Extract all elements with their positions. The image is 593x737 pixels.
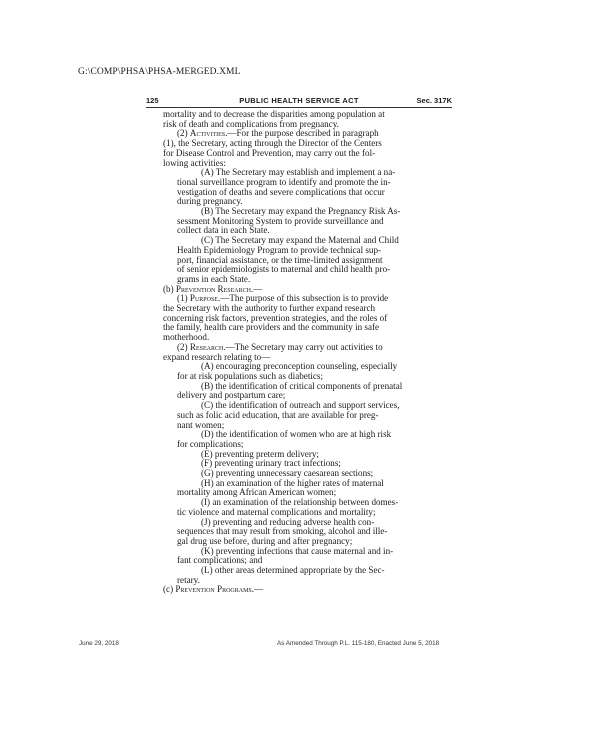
footer-amendment: As Amended Through P.L. 115-180, Enacted June 5, 2018 <box>277 640 440 647</box>
text-line: (2) Research.—The Secretary may carry out activities to <box>177 341 383 352</box>
text-line: (F) preventing urinary tract infections; <box>201 458 341 469</box>
text-line: (I) an examination of the relationship between domes- <box>201 497 399 508</box>
text-line: motherhood. <box>163 332 210 343</box>
text-line: (L) other areas determined appropriate by the Sec- <box>201 565 385 576</box>
text-line: vestigation of deaths and severe complications that occur <box>177 186 385 197</box>
text-line: delivery and postpartum care; <box>177 390 286 401</box>
footer-date: June 29, 2018 <box>79 640 119 647</box>
text-line: (J) preventing and reducing adverse health con- <box>201 516 375 527</box>
file-path: G:\COMP\PHSA\PHSA-MERGED.XML <box>78 67 241 77</box>
text-line: risk of death and complications from pregnancy. <box>163 118 339 129</box>
section-number: Sec. 317K <box>416 96 452 105</box>
statute-body <box>163 110 452 595</box>
text-line: sequences that may result from smoking, alcohol and ille- <box>177 526 388 537</box>
text-line: such as folic acid education, that are available for preg- <box>177 409 379 420</box>
text-line: Health Epidemiology Program to provide technical sup- <box>177 244 382 255</box>
text-line: (1), the Secretary, acting through the Director of the Centers <box>163 138 382 149</box>
text-line: tional surveillance program to identify and promote the in- <box>177 176 391 187</box>
text-line: lowing activities: <box>163 157 226 168</box>
text-line: tic violence and maternal complications and mortality; <box>177 506 376 517</box>
text-line: (A) The Secretary may establish and implement a na- <box>201 167 396 178</box>
text-line: (B) the identification of critical components of prenatal <box>201 380 403 391</box>
text-line: collect data in each State. <box>177 225 270 236</box>
text-line: (C) the identification of outreach and support services, <box>201 400 400 411</box>
text-line: (D) the identification of women who are at high risk <box>201 429 392 440</box>
text-line: (A) encouraging preconception counseling, especially <box>201 361 398 372</box>
text-line: (H) an examination of the higher rates of maternal <box>201 477 384 488</box>
text-line: (K) preventing infections that cause maternal and in- <box>201 545 394 556</box>
text-line: expand research relating to— <box>163 351 271 362</box>
act-title: PUBLIC HEALTH SERVICE ACT <box>239 96 359 105</box>
text-line: port, financial assistance, or the time-limited assignment <box>177 254 383 265</box>
text-line: (c) Prevention Programs.— <box>163 584 264 595</box>
text-line: of senior epidemiologists to maternal and child health pro- <box>177 264 391 275</box>
text-line: for at risk populations such as diabetics; <box>177 370 323 381</box>
text-line: (2) Activities.—For the purpose described in paragraph <box>177 128 379 139</box>
text-line: for complications; <box>177 438 244 449</box>
text-line: mortality among African American women; <box>177 487 337 498</box>
page-number: 125 <box>146 96 159 105</box>
text-line: (E) preventing preterm delivery; <box>201 448 319 459</box>
text-line: the Secretary with the authority to further expand research <box>163 303 376 314</box>
text-line: for Disease Control and Prevention, may carry out the fol- <box>163 147 376 158</box>
running-header <box>146 96 452 108</box>
text-line: sessment Monitoring System to provide surveillance and <box>177 215 384 226</box>
text-line: mortality and to decrease the disparities among population at <box>163 109 385 119</box>
text-line: retary. <box>177 574 200 585</box>
text-line: (G) preventing unnecessary caesarean sections; <box>201 468 374 479</box>
text-line: nant women; <box>177 419 225 430</box>
text-line: grams in each State. <box>177 273 251 284</box>
text-line: gal drug use before, during and after pregnancy; <box>177 535 353 546</box>
text-line: (C) The Secretary may expand the Maternal and Child <box>201 235 399 246</box>
text-line: the family, health care providers and the community in safe <box>163 322 380 333</box>
text-line: fant complications; and <box>177 555 263 566</box>
text-line: during pregnancy. <box>177 196 243 207</box>
text-line: (1) Purpose.—The purpose of this subsection is to provide <box>177 293 389 304</box>
text-line: (B) The Secretary may expand the Pregnancy Risk As- <box>201 206 401 217</box>
text-line: (b) Prevention Research.— <box>163 283 263 294</box>
text-line: concerning risk factors, prevention strategies, and the roles of <box>163 312 388 323</box>
